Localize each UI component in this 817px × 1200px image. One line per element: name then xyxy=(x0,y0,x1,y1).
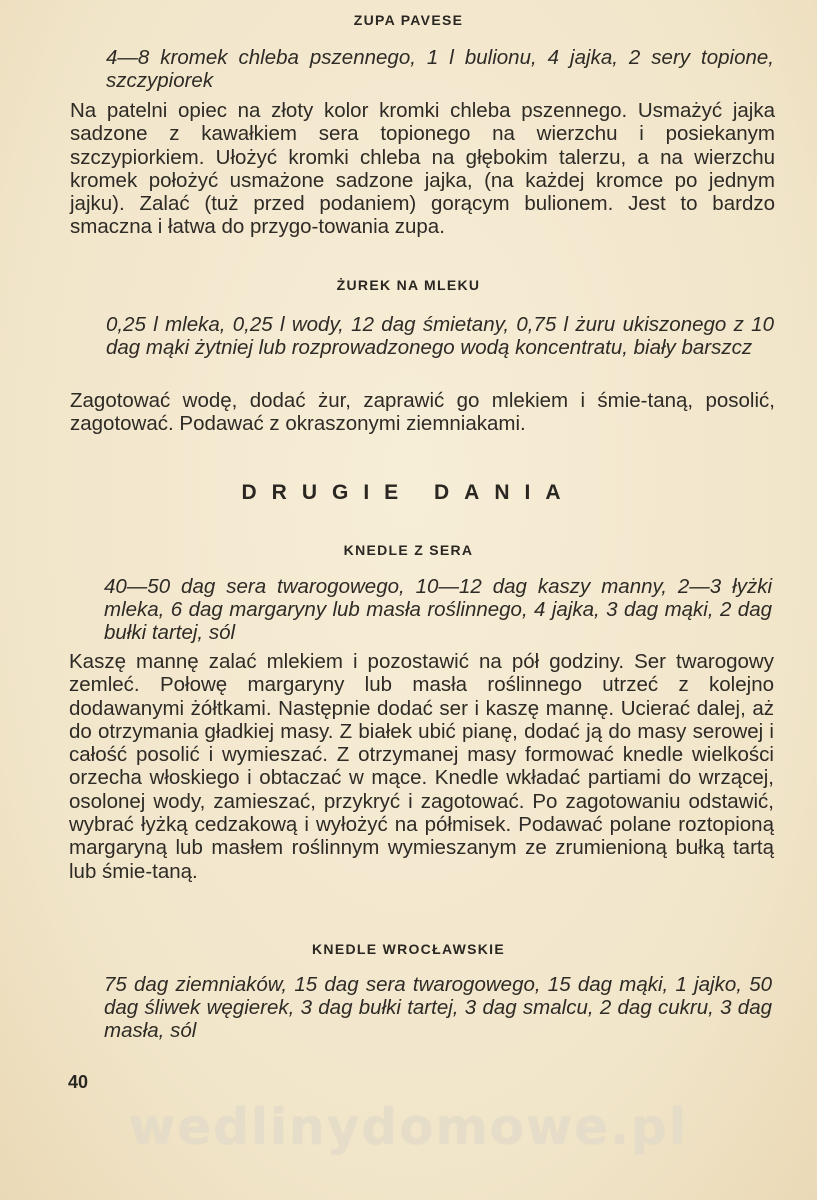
recipe-instructions-zupa-pavese: Na patelni opiec na złoty kolor kromki chleba pszennego. Usmażyć jajka sadzone z kawałkiem sera topionego na wierzchu i posiekanym szczypiorkiem. Ułożyć kromki chleba na głębokim talerzu, a na wierzchu kromek położyć usmażone sadzone jajka, (na każdej kromce po jednym jajku). Zalać (tuż przed podaniem) gorącym bulionem. Jest to bardzo smaczna i łatwa do przygo-towania zupa. xyxy=(70,99,775,239)
recipe-title-zurek-na-mleku: ŻUREK NA MLEKU xyxy=(336,277,481,293)
recipe-ingredients-zurek-na-mleku: 0,25 l mleka, 0,25 l wody, 12 dag śmietany, 0,75 l żuru ukiszonego z 10 dag mąki żytniej lub rozprowadzonego wodą koncentratu, biały barszcz xyxy=(106,313,774,359)
recipe-instructions-zurek-na-mleku: Zagotować wodę, dodać żur, zaprawić go mlekiem i śmie-taną, posolić, zagotować. Podawać z okraszonymi ziemniakami. xyxy=(70,389,775,436)
recipe-instructions-knedle-z-sera: Kaszę mannę zalać mlekiem i pozostawić na pół godziny. Ser twarogowy zemleć. Połowę margaryny lub masła roślinnego utrzeć z kolejno dodawanymi żółtkami. Następnie dodać ser i kaszę mannę. Ucierać dalej, aż do otrzymania gładkiej masy. Z białek ubić pianę, dodać ją do masy serowej i całość posolić i wymieszać. Z otrzymanej masy formować knedle wielkości orzecha włoskiego i obtaczać w mące. Knedle wkładać partiami do wrzącej, osolonej wody, zamieszać, przykryć i zagotować. Po zagotowaniu odstawić, wybrać łyżką cedzakową i wyłożyć na półmisek. Podawać polane roztopioną margaryną lub masłem roślinnym wymieszanym ze zrumienioną bułką tartą lub śmie-taną. xyxy=(69,650,774,883)
recipe-title-zupa-pavese: ZUPA PAVESE xyxy=(353,12,464,28)
recipe-title-knedle-wroclawskie: KNEDLE WROCŁAWSKIE xyxy=(312,941,505,957)
recipe-title-knedle-z-sera: KNEDLE Z SERA xyxy=(343,542,474,558)
page-number: 40 xyxy=(68,1072,89,1092)
recipe-ingredients-zupa-pavese: 4—8 kromek chleba pszennego, 1 l bulionu, 4 jajka, 2 sery topione, szczypiorek xyxy=(106,46,774,92)
chapter-heading: DRUGIE DANIA xyxy=(241,481,576,504)
recipe-ingredients-knedle-z-sera: 40—50 dag sera twarogowego, 10—12 dag kaszy manny, 2—3 łyżki mleka, 6 dag margaryny lub masła roślinnego, 4 jajka, 3 dag mąki, 2 dag bułki tartej, sól xyxy=(104,575,772,644)
watermark: wedlinydomowe.pl xyxy=(129,1098,688,1156)
recipe-ingredients-knedle-wroclawskie: 75 dag ziemniaków, 15 dag sera twarogowego, 15 dag mąki, 1 jajko, 50 dag śliwek węgierek, 3 dag bułki tartej, 3 dag smalcu, 2 dag cukru, 3 dag masła, sól xyxy=(104,973,772,1042)
